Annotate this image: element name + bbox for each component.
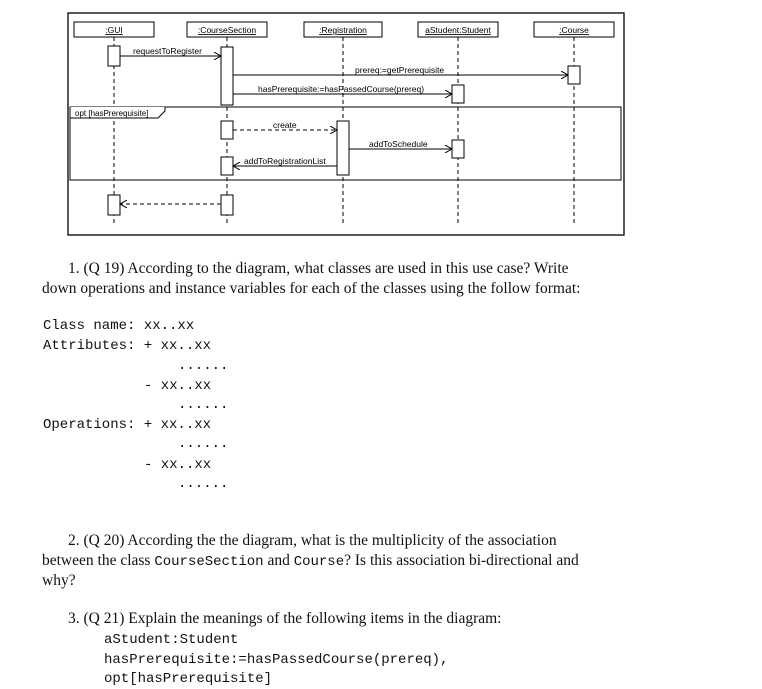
- message-has-passed-course-label: hasPrerequisite:=hasPassedCourse(prereq): [258, 84, 425, 94]
- format-op-minus: - xx..xx: [144, 457, 212, 473]
- message-add-to-schedule: [349, 139, 452, 149]
- question-3-item-3: opt[hasPrerequisite]: [104, 671, 273, 687]
- activation-course-section-3: [221, 157, 233, 175]
- question-1-line-2: down operations and instance variables for each of the classes using the follow format:: [42, 280, 581, 297]
- activation-gui-1: [108, 46, 120, 66]
- class-course: Course: [293, 554, 345, 570]
- message-add-to-schedule-label: addToSchedule: [369, 139, 428, 149]
- opt-fragment-label: opt [hasPrerequisite]: [75, 109, 149, 118]
- lifeline-course-section-label: :CourseSection: [197, 25, 257, 35]
- lifeline-student-label: aStudent:Student: [425, 25, 491, 35]
- class-course-section: CourseSection: [154, 554, 264, 570]
- activation-course-section-2: [221, 121, 233, 139]
- format-operations: Operations: + xx..xx: [43, 417, 212, 433]
- format-class-name: Class name: xx..xx: [43, 318, 195, 334]
- question-2-line-2: [42, 551, 579, 572]
- activation-gui-2: [108, 195, 120, 215]
- message-add-to-registration-list: [233, 156, 337, 166]
- lifeline-course-section: [187, 22, 267, 37]
- activation-student-1: [452, 85, 464, 103]
- lifeline-registration: [304, 22, 382, 37]
- format-attributes: Attributes: + xx..xx: [43, 338, 212, 354]
- message-get-prerequisite-label: prereq:=getPrerequisite: [355, 65, 445, 75]
- question-3-item-2: hasPrerequisite:=hasPassedCourse(prereq),: [104, 652, 449, 668]
- message-create-label: create: [273, 120, 297, 130]
- question-3-line-1: 3. (Q 21) Explain the meanings of the following items in the diagram:: [68, 610, 502, 627]
- message-get-prerequisite: [233, 65, 568, 75]
- lifeline-course-label: :Course: [559, 25, 589, 35]
- lifeline-gui: [74, 22, 154, 37]
- question-2-text-a: between the class: [42, 552, 155, 569]
- message-has-passed-course: [233, 84, 452, 94]
- activation-boxes: [108, 46, 580, 215]
- format-attr-dots-1: ......: [178, 358, 229, 374]
- question-2-text-e: ? Is this association bi-directional and: [344, 552, 579, 569]
- question-2-line-3: why?: [42, 572, 76, 589]
- activation-registration-1: [337, 121, 349, 175]
- message-request-to-register: [120, 46, 221, 56]
- lifeline-student: [418, 22, 498, 37]
- question-3-item-1: aStudent:Student: [104, 632, 239, 648]
- question-2-text-c: and: [263, 552, 294, 569]
- lifeline-gui-label: :GUI: [105, 25, 123, 35]
- message-request-to-register-label: requestToRegister: [133, 46, 202, 56]
- lifeline-registration-label: :Registration: [319, 25, 367, 35]
- lifeline-course: [534, 22, 614, 37]
- sequence-diagram: [0, 0, 762, 240]
- format-attr-dots-2: ......: [178, 397, 229, 413]
- format-op-dots-2: ......: [178, 476, 229, 492]
- message-add-to-registration-list-label: addToRegistrationList: [244, 156, 326, 166]
- activation-course-section-1: [221, 47, 233, 105]
- message-create: [233, 120, 337, 130]
- question-2-line-1: 2. (Q 20) According the the diagram, what is the multiplicity of the association: [68, 532, 557, 549]
- activation-course-1: [568, 66, 580, 84]
- format-op-dots-1: ......: [178, 436, 229, 452]
- question-1-line-1: 1. (Q 19) According to the diagram, what classes are used in this use case? Write: [68, 260, 569, 277]
- activation-course-section-4: [221, 195, 233, 215]
- activation-student-2: [452, 140, 464, 158]
- format-template: [43, 318, 443, 498]
- format-attr-minus: - xx..xx: [144, 378, 212, 394]
